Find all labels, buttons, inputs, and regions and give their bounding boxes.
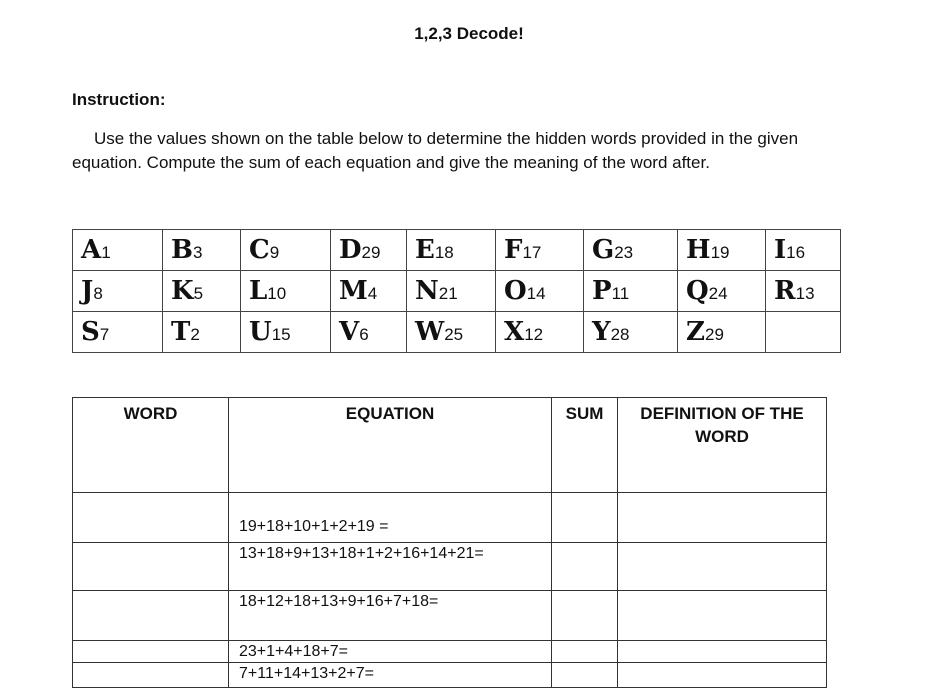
word-cell[interactable]: [73, 543, 229, 591]
letter-value: 25: [444, 325, 464, 344]
letter-cell: [163, 312, 241, 353]
worksheet-row: [73, 591, 827, 641]
letter-value: 10: [267, 284, 287, 303]
letter-value: 16: [786, 243, 806, 262]
letter-cell: [407, 230, 496, 271]
letter-value: 29: [361, 243, 381, 262]
letter: U: [249, 317, 272, 347]
letter-cell: [678, 312, 766, 353]
letter: K: [171, 276, 194, 306]
letter-cell: [331, 312, 407, 353]
word-cell[interactable]: [73, 591, 229, 641]
letter-value: 14: [526, 284, 546, 303]
letter-value: 18: [434, 243, 454, 262]
definition-cell[interactable]: [618, 543, 827, 591]
letter-value: 17: [522, 243, 542, 262]
letter-cell: [496, 271, 584, 312]
header-sum: SUM: [552, 398, 618, 493]
letter-value: 5: [193, 284, 204, 303]
equation-cell: 18+12+18+13+9+16+7+18=: [229, 591, 552, 641]
letter-value-table: [72, 229, 841, 353]
letter: P: [592, 276, 612, 306]
letter-value: 11: [611, 284, 630, 303]
letter-value: 23: [614, 243, 634, 262]
letter: E: [415, 235, 435, 265]
word-cell[interactable]: [73, 493, 229, 543]
word-cell[interactable]: [73, 663, 229, 688]
letter: Y: [592, 317, 611, 347]
letter-value: 6: [359, 325, 369, 344]
letter-cell: [766, 271, 841, 312]
letter-cell: [73, 230, 163, 271]
letter-value: 2: [190, 325, 200, 344]
equation-cell: 13+18+9+13+18+1+2+16+14+21=: [229, 543, 552, 591]
letter: O: [504, 276, 527, 306]
letter: M: [339, 276, 368, 306]
equation-cell: 7+11+14+13+2+7=: [229, 663, 552, 688]
letter: R: [774, 276, 796, 306]
worksheet-row: [73, 543, 827, 591]
letter: Q: [686, 276, 709, 306]
letter-value: 28: [610, 325, 630, 344]
letter-cell: [241, 271, 331, 312]
letter-cell: [331, 230, 407, 271]
letter-value: 19: [710, 243, 730, 262]
letter: H: [686, 235, 711, 265]
page-title: 1,2,3 Decode!: [414, 24, 524, 43]
letter-cell: [766, 312, 841, 353]
letter-cell: [407, 271, 496, 312]
letter-cell: [678, 271, 766, 312]
word-cell[interactable]: [73, 641, 229, 663]
sum-cell[interactable]: [552, 663, 618, 688]
letter: I: [774, 235, 787, 265]
letter-value: 29: [704, 325, 724, 344]
worksheet-table: [72, 397, 827, 688]
instruction-text: Use the values shown on the table below to determine the hidden words provided in the given equation. Compute the sum of each equation and give the meaning of the word after.: [72, 129, 799, 172]
definition-cell[interactable]: [618, 663, 827, 688]
letter-cell: [678, 230, 766, 271]
letter-value: 4: [367, 284, 378, 303]
letter-value: 8: [93, 284, 103, 303]
letter: S: [81, 317, 100, 347]
letter-cell: [73, 271, 163, 312]
letter-cell: [241, 312, 331, 353]
definition-cell[interactable]: [618, 641, 827, 663]
letter-cell: [407, 312, 496, 353]
letter-value: 1: [101, 243, 111, 262]
letter: N: [415, 276, 439, 306]
header-word: WORD: [73, 398, 229, 493]
instruction-heading: Instruction:: [72, 90, 166, 109]
letter: C: [249, 235, 270, 265]
letter-cell: [163, 271, 241, 312]
letter-value: 3: [192, 243, 203, 262]
header-equation: EQUATION: [229, 398, 552, 493]
letter: D: [339, 235, 362, 265]
definition-cell[interactable]: [618, 591, 827, 641]
header-definition: DEFINITION OF THE WORD: [618, 398, 827, 493]
equation-cell: 23+1+4+18+7=: [229, 641, 552, 663]
letter: X: [504, 317, 525, 347]
sum-cell[interactable]: [552, 591, 618, 641]
sum-cell[interactable]: [552, 543, 618, 591]
letter-value: 21: [438, 284, 458, 303]
letter-cell: [73, 312, 163, 353]
letter-row: [73, 230, 841, 271]
letter: V: [339, 317, 360, 347]
letter-value: 13: [795, 284, 815, 303]
letter: W: [415, 317, 445, 347]
letter-cell: [496, 230, 584, 271]
letter-cell: [331, 271, 407, 312]
letter-cell: [766, 230, 841, 271]
letter-row: [73, 312, 841, 353]
letter-cell: [584, 230, 678, 271]
letter-cell: [241, 230, 331, 271]
letter: L: [249, 276, 268, 306]
letter-value: 24: [708, 284, 728, 303]
worksheet-row: [73, 663, 827, 688]
letter-value: 9: [269, 243, 280, 262]
equation-cell: 19+18+10+1+2+19 =: [229, 493, 552, 543]
letter: T: [171, 317, 191, 347]
letter-cell: [584, 312, 678, 353]
sum-cell[interactable]: [552, 641, 618, 663]
letter: A: [81, 235, 102, 265]
letter-value: 15: [271, 325, 291, 344]
letter-cell: [163, 230, 241, 271]
letter: B: [171, 235, 193, 265]
letter-value: 7: [99, 325, 110, 344]
worksheet-row: [73, 641, 827, 663]
letter-cell: [584, 271, 678, 312]
letter-cell: [496, 312, 584, 353]
definition-cell[interactable]: [618, 493, 827, 543]
letter: F: [504, 235, 523, 265]
letter-row: [73, 271, 841, 312]
worksheet-row: [73, 493, 827, 543]
letter: G: [592, 235, 615, 265]
sum-cell[interactable]: [552, 493, 618, 543]
letter: J: [81, 276, 94, 306]
letter: Z: [686, 317, 705, 347]
letter-value: 12: [524, 325, 544, 344]
